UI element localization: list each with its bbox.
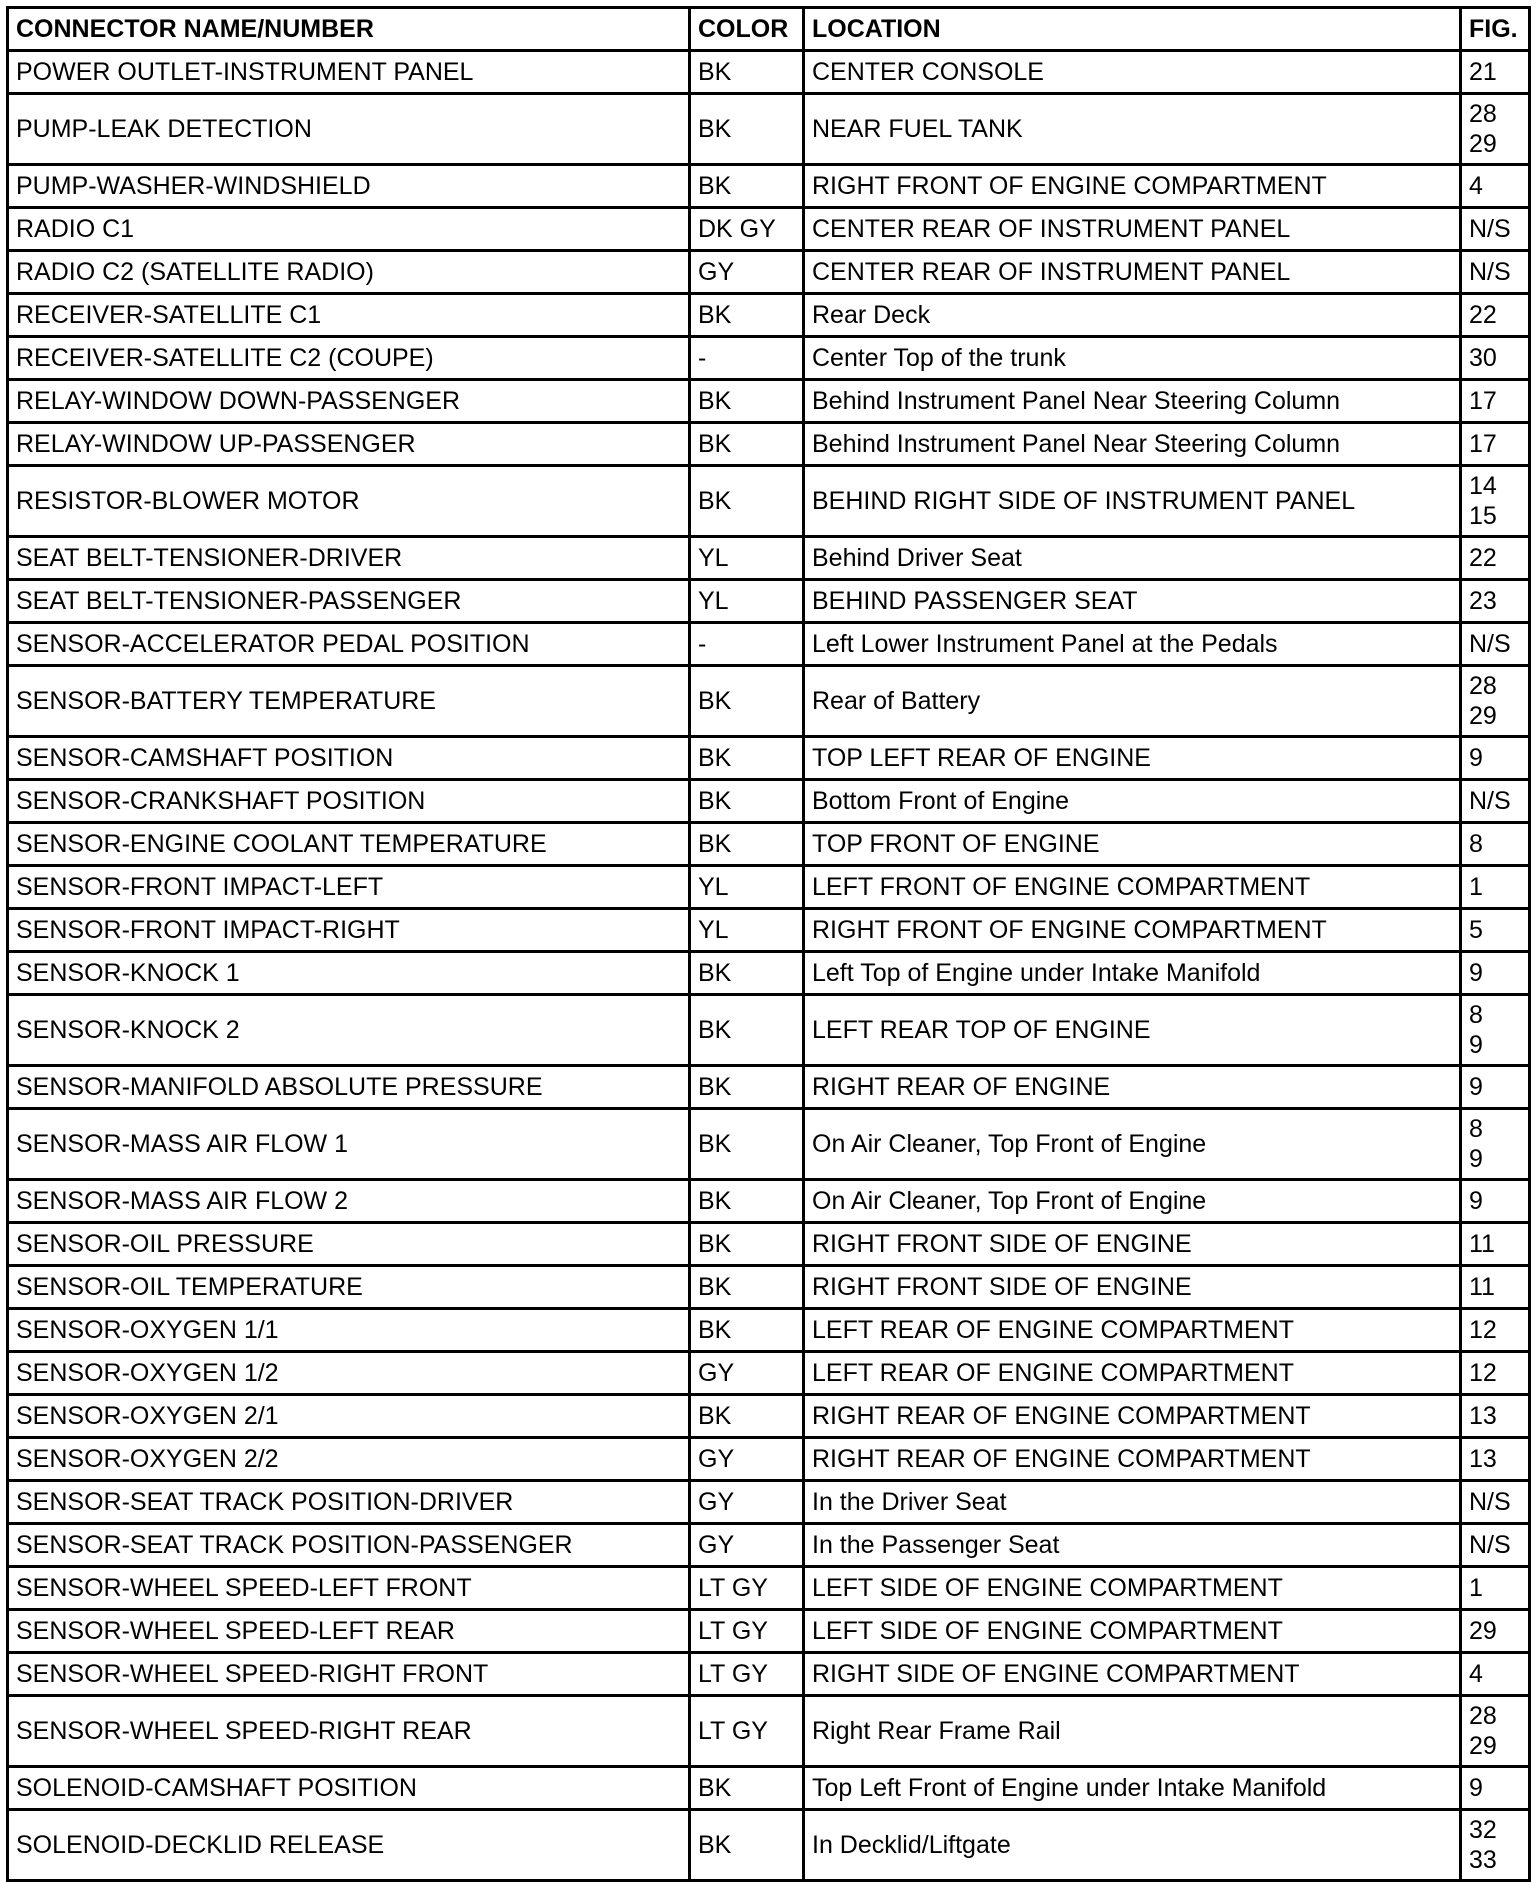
fig-number: 12 bbox=[1469, 1316, 1497, 1344]
cell-connector-name: SENSOR-OXYGEN 1/2 bbox=[8, 1352, 690, 1395]
cell-connector-name: SENSOR-OXYGEN 2/2 bbox=[8, 1438, 690, 1481]
fig-number: 29 bbox=[1469, 1732, 1497, 1760]
header-connector-name: CONNECTOR NAME/NUMBER bbox=[8, 8, 690, 51]
fig-number: 15 bbox=[1469, 502, 1497, 530]
fig-number: 13 bbox=[1469, 1402, 1497, 1430]
fig-number: 8 bbox=[1469, 1115, 1483, 1143]
fig-number: 32 bbox=[1469, 1816, 1497, 1844]
cell-connector-name: RESISTOR-BLOWER MOTOR bbox=[8, 466, 690, 537]
cell-fig bbox=[1461, 208, 1530, 251]
cell-color: BK bbox=[690, 466, 804, 537]
cell-connector-name: RECEIVER-SATELLITE C2 (COUPE) bbox=[8, 337, 690, 380]
fig-number: N/S bbox=[1469, 215, 1511, 243]
fig-number: N/S bbox=[1469, 787, 1511, 815]
table-row bbox=[8, 337, 1530, 380]
fig-number: 21 bbox=[1469, 58, 1497, 86]
fig-number: 22 bbox=[1469, 544, 1497, 572]
table-row bbox=[8, 1266, 1530, 1309]
cell-connector-name: SENSOR-CAMSHAFT POSITION bbox=[8, 737, 690, 780]
cell-fig bbox=[1461, 1810, 1530, 1881]
cell-color: BK bbox=[690, 1810, 804, 1881]
fig-number: 5 bbox=[1469, 916, 1483, 944]
table-row bbox=[8, 1524, 1530, 1567]
cell-color: BK bbox=[690, 165, 804, 208]
cell-connector-name: SENSOR-WHEEL SPEED-RIGHT FRONT bbox=[8, 1653, 690, 1696]
cell-location: In Decklid/Liftgate bbox=[804, 1810, 1461, 1881]
cell-color: BK bbox=[690, 1180, 804, 1223]
cell-location: LEFT SIDE OF ENGINE COMPARTMENT bbox=[804, 1567, 1461, 1610]
cell-location: LEFT REAR OF ENGINE COMPARTMENT bbox=[804, 1309, 1461, 1352]
fig-number: 1 bbox=[1469, 1574, 1483, 1602]
cell-location: In the Passenger Seat bbox=[804, 1524, 1461, 1567]
cell-color: YL bbox=[690, 909, 804, 952]
cell-connector-name: SENSOR-OIL PRESSURE bbox=[8, 1223, 690, 1266]
fig-number: 14 bbox=[1469, 472, 1497, 500]
cell-color: - bbox=[690, 337, 804, 380]
fig-number: 33 bbox=[1469, 1846, 1497, 1874]
cell-location: Rear of Battery bbox=[804, 666, 1461, 737]
fig-number: 11 bbox=[1469, 1273, 1495, 1301]
table-row bbox=[8, 823, 1530, 866]
fig-number: 4 bbox=[1469, 1660, 1483, 1688]
cell-connector-name: SENSOR-MASS AIR FLOW 2 bbox=[8, 1180, 690, 1223]
table-row bbox=[8, 1352, 1530, 1395]
fig-number: N/S bbox=[1469, 1488, 1511, 1516]
cell-location: NEAR FUEL TANK bbox=[804, 94, 1461, 165]
cell-location: CENTER REAR OF INSTRUMENT PANEL bbox=[804, 208, 1461, 251]
table-header-row bbox=[8, 8, 1530, 51]
fig-number: 9 bbox=[1469, 1073, 1483, 1101]
cell-fig bbox=[1461, 337, 1530, 380]
cell-fig bbox=[1461, 1066, 1530, 1109]
fig-number: 29 bbox=[1469, 702, 1497, 730]
cell-fig bbox=[1461, 1524, 1530, 1567]
cell-color: GY bbox=[690, 251, 804, 294]
cell-fig bbox=[1461, 995, 1530, 1066]
cell-connector-name: RELAY-WINDOW UP-PASSENGER bbox=[8, 423, 690, 466]
table-row bbox=[8, 251, 1530, 294]
fig-number: 11 bbox=[1469, 1230, 1495, 1258]
cell-color: BK bbox=[690, 780, 804, 823]
table-row bbox=[8, 623, 1530, 666]
cell-connector-name: RELAY-WINDOW DOWN-PASSENGER bbox=[8, 380, 690, 423]
fig-number: 29 bbox=[1469, 1617, 1497, 1645]
table-row bbox=[8, 1567, 1530, 1610]
cell-color: BK bbox=[690, 737, 804, 780]
cell-fig bbox=[1461, 537, 1530, 580]
table-row bbox=[8, 466, 1530, 537]
cell-color: GY bbox=[690, 1352, 804, 1395]
cell-color: BK bbox=[690, 666, 804, 737]
cell-fig bbox=[1461, 1696, 1530, 1767]
cell-fig bbox=[1461, 466, 1530, 537]
cell-fig bbox=[1461, 51, 1530, 94]
cell-location: Left Lower Instrument Panel at the Pedals bbox=[804, 623, 1461, 666]
cell-connector-name: SEAT BELT-TENSIONER-PASSENGER bbox=[8, 580, 690, 623]
fig-number: N/S bbox=[1469, 1531, 1511, 1559]
cell-fig bbox=[1461, 94, 1530, 165]
cell-fig bbox=[1461, 866, 1530, 909]
connector-table-page bbox=[6, 6, 1528, 1882]
cell-color: LT GY bbox=[690, 1696, 804, 1767]
table-row bbox=[8, 952, 1530, 995]
header-fig: FIG. bbox=[1461, 8, 1530, 51]
table-row bbox=[8, 1653, 1530, 1696]
cell-location: TOP FRONT OF ENGINE bbox=[804, 823, 1461, 866]
fig-number: 12 bbox=[1469, 1359, 1497, 1387]
table-row bbox=[8, 580, 1530, 623]
cell-location: LEFT REAR TOP OF ENGINE bbox=[804, 995, 1461, 1066]
table-row bbox=[8, 380, 1530, 423]
cell-location: Right Rear Frame Rail bbox=[804, 1696, 1461, 1767]
cell-color: BK bbox=[690, 823, 804, 866]
cell-connector-name: SENSOR-KNOCK 2 bbox=[8, 995, 690, 1066]
cell-color: BK bbox=[690, 1767, 804, 1810]
cell-connector-name: SENSOR-OIL TEMPERATURE bbox=[8, 1266, 690, 1309]
fig-number: 29 bbox=[1469, 130, 1497, 158]
cell-fig bbox=[1461, 294, 1530, 337]
header-color: COLOR bbox=[690, 8, 804, 51]
table-row bbox=[8, 909, 1530, 952]
cell-connector-name: SENSOR-ACCELERATOR PEDAL POSITION bbox=[8, 623, 690, 666]
table-row bbox=[8, 1109, 1530, 1180]
table-row bbox=[8, 1810, 1530, 1881]
table-row bbox=[8, 1438, 1530, 1481]
cell-connector-name: SENSOR-WHEEL SPEED-LEFT FRONT bbox=[8, 1567, 690, 1610]
cell-connector-name: SENSOR-WHEEL SPEED-RIGHT REAR bbox=[8, 1696, 690, 1767]
fig-number: 30 bbox=[1469, 344, 1497, 372]
cell-location: RIGHT REAR OF ENGINE COMPARTMENT bbox=[804, 1438, 1461, 1481]
cell-connector-name: POWER OUTLET-INSTRUMENT PANEL bbox=[8, 51, 690, 94]
cell-fig bbox=[1461, 165, 1530, 208]
table-row bbox=[8, 780, 1530, 823]
cell-location: Rear Deck bbox=[804, 294, 1461, 337]
fig-number: 22 bbox=[1469, 301, 1497, 329]
cell-color: BK bbox=[690, 423, 804, 466]
cell-location: In the Driver Seat bbox=[804, 1481, 1461, 1524]
cell-connector-name: RADIO C1 bbox=[8, 208, 690, 251]
cell-color: YL bbox=[690, 537, 804, 580]
table-row bbox=[8, 1696, 1530, 1767]
cell-color: - bbox=[690, 623, 804, 666]
cell-color: GY bbox=[690, 1524, 804, 1567]
cell-fig bbox=[1461, 1180, 1530, 1223]
fig-number: 9 bbox=[1469, 1031, 1483, 1059]
cell-fig bbox=[1461, 666, 1530, 737]
cell-location: CENTER CONSOLE bbox=[804, 51, 1461, 94]
table-row bbox=[8, 995, 1530, 1066]
table-row bbox=[8, 165, 1530, 208]
cell-location: RIGHT REAR OF ENGINE bbox=[804, 1066, 1461, 1109]
cell-fig bbox=[1461, 823, 1530, 866]
cell-connector-name: SOLENOID-DECKLID RELEASE bbox=[8, 1810, 690, 1881]
cell-connector-name: PUMP-LEAK DETECTION bbox=[8, 94, 690, 165]
cell-connector-name: SENSOR-OXYGEN 2/1 bbox=[8, 1395, 690, 1438]
table-row bbox=[8, 737, 1530, 780]
table-row bbox=[8, 537, 1530, 580]
table-row bbox=[8, 1395, 1530, 1438]
table-row bbox=[8, 1180, 1530, 1223]
table-row bbox=[8, 1767, 1530, 1810]
connector-table bbox=[6, 6, 1531, 1882]
cell-fig bbox=[1461, 623, 1530, 666]
cell-fig bbox=[1461, 909, 1530, 952]
cell-color: LT GY bbox=[690, 1567, 804, 1610]
cell-fig bbox=[1461, 580, 1530, 623]
cell-fig bbox=[1461, 1395, 1530, 1438]
cell-location: Behind Instrument Panel Near Steering Column bbox=[804, 380, 1461, 423]
fig-number: 23 bbox=[1469, 587, 1497, 615]
fig-number: 1 bbox=[1469, 873, 1483, 901]
cell-location: On Air Cleaner, Top Front of Engine bbox=[804, 1109, 1461, 1180]
table-row bbox=[8, 1610, 1530, 1653]
cell-connector-name: SENSOR-OXYGEN 1/1 bbox=[8, 1309, 690, 1352]
header-location: LOCATION bbox=[804, 8, 1461, 51]
cell-connector-name: SENSOR-WHEEL SPEED-LEFT REAR bbox=[8, 1610, 690, 1653]
cell-color: BK bbox=[690, 995, 804, 1066]
cell-color: BK bbox=[690, 1223, 804, 1266]
cell-location: RIGHT REAR OF ENGINE COMPARTMENT bbox=[804, 1395, 1461, 1438]
table-row bbox=[8, 51, 1530, 94]
table-row bbox=[8, 1223, 1530, 1266]
cell-location: Behind Instrument Panel Near Steering Column bbox=[804, 423, 1461, 466]
cell-location: TOP LEFT REAR OF ENGINE bbox=[804, 737, 1461, 780]
cell-color: YL bbox=[690, 866, 804, 909]
cell-color: BK bbox=[690, 94, 804, 165]
cell-fig bbox=[1461, 1481, 1530, 1524]
cell-color: BK bbox=[690, 952, 804, 995]
table-row bbox=[8, 208, 1530, 251]
table-row bbox=[8, 1066, 1530, 1109]
cell-location: RIGHT SIDE OF ENGINE COMPARTMENT bbox=[804, 1653, 1461, 1696]
cell-fig bbox=[1461, 1767, 1530, 1810]
cell-connector-name: SENSOR-CRANKSHAFT POSITION bbox=[8, 780, 690, 823]
cell-color: BK bbox=[690, 1266, 804, 1309]
cell-color: BK bbox=[690, 1309, 804, 1352]
cell-fig bbox=[1461, 1610, 1530, 1653]
cell-connector-name: SENSOR-MASS AIR FLOW 1 bbox=[8, 1109, 690, 1180]
cell-color: BK bbox=[690, 1109, 804, 1180]
cell-location: BEHIND PASSENGER SEAT bbox=[804, 580, 1461, 623]
cell-fig bbox=[1461, 1438, 1530, 1481]
fig-number: 28 bbox=[1469, 672, 1497, 700]
cell-fig bbox=[1461, 1309, 1530, 1352]
table-row bbox=[8, 1309, 1530, 1352]
cell-color: BK bbox=[690, 380, 804, 423]
fig-number: 13 bbox=[1469, 1445, 1497, 1473]
cell-connector-name: SENSOR-SEAT TRACK POSITION-DRIVER bbox=[8, 1481, 690, 1524]
cell-location: RIGHT FRONT SIDE OF ENGINE bbox=[804, 1223, 1461, 1266]
cell-color: LT GY bbox=[690, 1610, 804, 1653]
cell-location: Center Top of the trunk bbox=[804, 337, 1461, 380]
cell-color: GY bbox=[690, 1438, 804, 1481]
cell-connector-name: SENSOR-FRONT IMPACT-LEFT bbox=[8, 866, 690, 909]
cell-fig bbox=[1461, 423, 1530, 466]
fig-number: 9 bbox=[1469, 959, 1483, 987]
cell-location: LEFT SIDE OF ENGINE COMPARTMENT bbox=[804, 1610, 1461, 1653]
fig-number: 8 bbox=[1469, 830, 1483, 858]
cell-color: BK bbox=[690, 294, 804, 337]
table-row bbox=[8, 423, 1530, 466]
cell-connector-name: PUMP-WASHER-WINDSHIELD bbox=[8, 165, 690, 208]
cell-connector-name: SENSOR-MANIFOLD ABSOLUTE PRESSURE bbox=[8, 1066, 690, 1109]
fig-number: 9 bbox=[1469, 744, 1483, 772]
cell-connector-name: SENSOR-ENGINE COOLANT TEMPERATURE bbox=[8, 823, 690, 866]
table-row bbox=[8, 94, 1530, 165]
cell-fig bbox=[1461, 251, 1530, 294]
cell-fig bbox=[1461, 1653, 1530, 1696]
cell-color: YL bbox=[690, 580, 804, 623]
cell-color: DK GY bbox=[690, 208, 804, 251]
cell-fig bbox=[1461, 1223, 1530, 1266]
cell-fig bbox=[1461, 1352, 1530, 1395]
table-row bbox=[8, 294, 1530, 337]
fig-number: 9 bbox=[1469, 1774, 1483, 1802]
cell-connector-name: SENSOR-SEAT TRACK POSITION-PASSENGER bbox=[8, 1524, 690, 1567]
fig-number: N/S bbox=[1469, 630, 1511, 658]
cell-location: On Air Cleaner, Top Front of Engine bbox=[804, 1180, 1461, 1223]
cell-color: BK bbox=[690, 1395, 804, 1438]
cell-color: BK bbox=[690, 1066, 804, 1109]
fig-number: N/S bbox=[1469, 258, 1511, 286]
cell-fig bbox=[1461, 780, 1530, 823]
cell-connector-name: RADIO C2 (SATELLITE RADIO) bbox=[8, 251, 690, 294]
cell-location: Top Left Front of Engine under Intake Manifold bbox=[804, 1767, 1461, 1810]
cell-connector-name: SOLENOID-CAMSHAFT POSITION bbox=[8, 1767, 690, 1810]
table-row bbox=[8, 1481, 1530, 1524]
table-row bbox=[8, 866, 1530, 909]
fig-number: 17 bbox=[1469, 430, 1497, 458]
fig-number: 8 bbox=[1469, 1001, 1483, 1029]
cell-connector-name: SENSOR-KNOCK 1 bbox=[8, 952, 690, 995]
cell-location: Bottom Front of Engine bbox=[804, 780, 1461, 823]
fig-number: 4 bbox=[1469, 172, 1483, 200]
cell-fig bbox=[1461, 952, 1530, 995]
cell-connector-name: SENSOR-FRONT IMPACT-RIGHT bbox=[8, 909, 690, 952]
cell-connector-name: RECEIVER-SATELLITE C1 bbox=[8, 294, 690, 337]
cell-color: GY bbox=[690, 1481, 804, 1524]
cell-location: LEFT REAR OF ENGINE COMPARTMENT bbox=[804, 1352, 1461, 1395]
cell-color: LT GY bbox=[690, 1653, 804, 1696]
fig-number: 28 bbox=[1469, 100, 1497, 128]
cell-location: Left Top of Engine under Intake Manifold bbox=[804, 952, 1461, 995]
cell-connector-name: SEAT BELT-TENSIONER-DRIVER bbox=[8, 537, 690, 580]
fig-number: 9 bbox=[1469, 1145, 1483, 1173]
cell-location: CENTER REAR OF INSTRUMENT PANEL bbox=[804, 251, 1461, 294]
cell-location: Behind Driver Seat bbox=[804, 537, 1461, 580]
cell-location: LEFT FRONT OF ENGINE COMPARTMENT bbox=[804, 866, 1461, 909]
cell-connector-name: SENSOR-BATTERY TEMPERATURE bbox=[8, 666, 690, 737]
cell-location: RIGHT FRONT OF ENGINE COMPARTMENT bbox=[804, 909, 1461, 952]
cell-location: RIGHT FRONT OF ENGINE COMPARTMENT bbox=[804, 165, 1461, 208]
fig-number: 28 bbox=[1469, 1702, 1497, 1730]
cell-location: BEHIND RIGHT SIDE OF INSTRUMENT PANEL bbox=[804, 466, 1461, 537]
table-row bbox=[8, 666, 1530, 737]
fig-number: 17 bbox=[1469, 387, 1497, 415]
cell-location: RIGHT FRONT SIDE OF ENGINE bbox=[804, 1266, 1461, 1309]
cell-fig bbox=[1461, 1109, 1530, 1180]
cell-fig bbox=[1461, 380, 1530, 423]
cell-color: BK bbox=[690, 51, 804, 94]
table-body bbox=[8, 51, 1530, 1881]
fig-number: 9 bbox=[1469, 1187, 1483, 1215]
cell-fig bbox=[1461, 1266, 1530, 1309]
cell-fig bbox=[1461, 737, 1530, 780]
cell-fig bbox=[1461, 1567, 1530, 1610]
